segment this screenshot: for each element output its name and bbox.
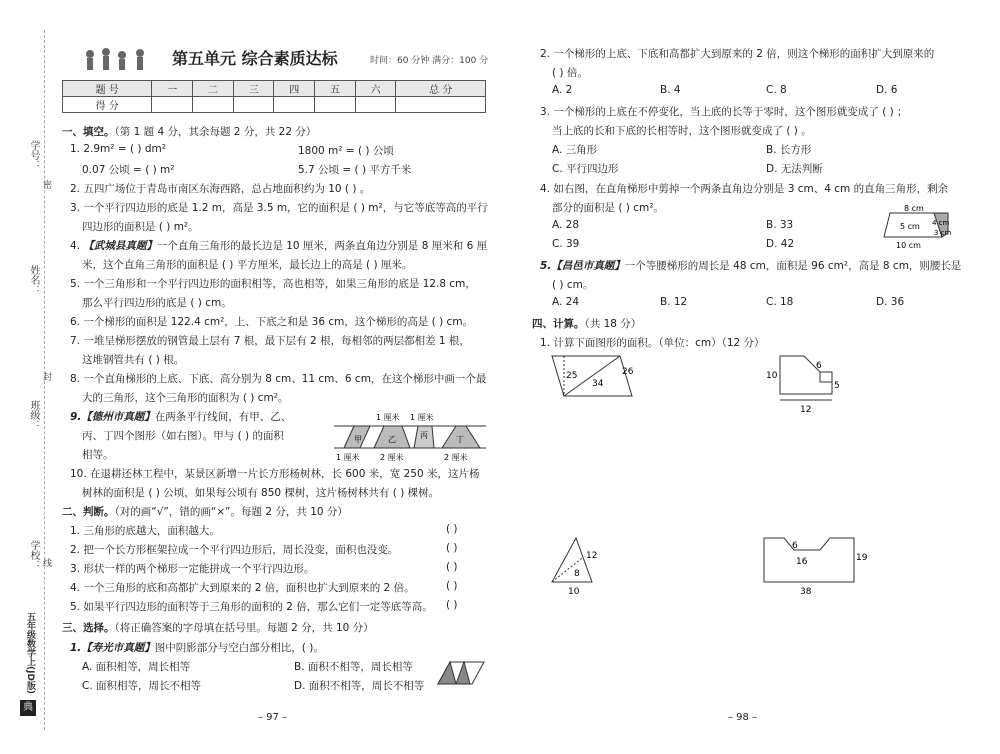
score-cell: 题 号	[63, 81, 152, 97]
option[interactable]: D. 6	[876, 84, 898, 96]
exam-meta: 时间：60 分钟 满分：100 分	[370, 56, 489, 66]
option[interactable]: A. 28	[552, 219, 580, 231]
option[interactable]: A. 三角形	[552, 144, 598, 156]
figB-c: 5	[834, 381, 840, 391]
answer-blank[interactable]: ( )	[446, 599, 458, 611]
option[interactable]: C. 18	[766, 296, 794, 308]
fig9-yi: 乙	[388, 435, 396, 444]
school-label: 学校：	[28, 540, 39, 570]
q4-tag: 【武城县真题】	[83, 240, 157, 252]
q9a	[70, 409, 291, 424]
q1b: 1800 m² = ( ) 公顷	[298, 145, 394, 157]
section-title: 三、选择。	[62, 622, 115, 634]
fig9-ding: 丁	[456, 435, 464, 444]
q9-tag: 9.【德州市真题】	[70, 411, 155, 423]
q6: 6. 一个梯形的面积是 122.4 cm²，上、下底之和是 36 cm，这个梯形的高是 ( ) cm。	[70, 316, 474, 328]
choice-q5-tag: 5.【昌邑市真题】	[540, 260, 625, 272]
fig9-b2: 2 厘米	[380, 453, 404, 462]
q4-text: 一个直角三角形的最长边是 10 厘米，两条直角边分别是 8 厘米和 6 厘	[156, 240, 488, 252]
seal-feng: 封	[41, 372, 51, 381]
choice-q5b: ( ) cm。	[552, 279, 594, 291]
score-input[interactable]	[233, 97, 274, 113]
option[interactable]: B. 面积不相等，周长相等	[294, 661, 413, 673]
rectangle-cutout-figure	[760, 534, 870, 598]
score-input[interactable]	[274, 97, 315, 113]
option[interactable]: B. 4	[660, 84, 681, 96]
figD-b: 16	[796, 557, 808, 567]
section-note: （对的画“√”，错的画“×”。每题 2 分，共 10 分）	[114, 506, 348, 518]
composite-shape-figure	[760, 352, 860, 416]
fig9-top1: 1 厘米	[376, 413, 400, 422]
q9b: 丙、丁四个图形（如右图）。甲与 ( ) 的面积	[82, 430, 284, 442]
q4a: 4. 【武城县真题】一个直角三角形的最长边是 10 厘米，两条直角边分别是 8 厘米和 6 厘	[70, 240, 488, 252]
choice-q4b: 部分的面积是 ( ) cm²。	[552, 202, 664, 214]
class-label: 班级：	[28, 400, 39, 430]
section-3-heading	[62, 620, 374, 635]
choice-q4a: 4. 如右图，在直角梯形中剪掉一个两条直角边分别是 3 cm、4 cm 的直角三角形，剩余	[540, 183, 949, 195]
fig4-bottom: 10 cm	[896, 241, 921, 250]
judge-item: 2. 把一个长方形框架拉成一个平行四边形后，周长没变，面积也没变。	[70, 544, 399, 556]
choice-q1	[70, 640, 324, 655]
seal-xian: 线	[41, 558, 51, 567]
shaded-parallelogram-figure	[434, 660, 486, 686]
answer-blank[interactable]: ( )	[446, 523, 458, 535]
calc-q1: 1. 计算下面图形的面积。（单位：cm）（12 分）	[540, 337, 765, 349]
section-note: （将正确答案的字母填在括号里。每题 2 分，共 10 分）	[114, 622, 374, 634]
score-input[interactable]	[152, 97, 193, 113]
figB-d: 12	[800, 405, 812, 415]
option[interactable]: C. 8	[766, 84, 787, 96]
judge-item: 4. 一个三角形的底和高都扩大到原来的 2 倍，面积也扩大到原来的 2 倍。	[70, 582, 415, 594]
fig9-jia: 甲	[354, 435, 362, 444]
page-number-left: – 97 –	[258, 712, 288, 723]
figB-b: 10	[766, 371, 778, 381]
score-input[interactable]	[193, 97, 234, 113]
section-note: （第 1 题 4 分，其余每题 2 分，共 22 分）	[114, 126, 317, 138]
fig4-r1: 4 cm	[932, 219, 950, 227]
trapezoid-cut-figure	[880, 203, 960, 251]
page-title: 第五单元 综合素质达标	[172, 49, 338, 68]
q1c: 0.07 公顷 = ( ) m²	[82, 164, 175, 176]
q3b: 四边形的面积是 ( ) m²。	[82, 221, 199, 233]
q8b: 大的三角形，这个三角形的面积为 ( ) cm²。	[82, 392, 289, 404]
judge-item: 5. 如果平行四边形的面积等于三角形的面积的 2 倍，那么它们一定等底等高。	[70, 601, 433, 613]
score-cell: 六	[355, 81, 396, 97]
choice-q2b: ( ) 倍。	[552, 67, 588, 79]
q8a: 8. 一个直角梯形的上底、下底、高分别为 8 cm、11 cm、6 cm，在这个梯形中画一个最	[70, 373, 487, 385]
section-title: 一、填空。	[62, 126, 115, 138]
score-table	[62, 80, 486, 113]
fig9-b1: 1 厘米	[336, 453, 360, 462]
score-input[interactable]	[355, 97, 396, 113]
choice-q3a: 3. 一个梯形的上底在不停变化，当上底的长等于零时，这个图形就变成了 ( ) ；	[540, 106, 908, 118]
q5a: 5. 一个三角形和一个平行四边形的面积相等，高也相等，如果三角形的底是 12.8 cm，	[70, 278, 476, 290]
page-number-right: – 98 –	[728, 712, 758, 723]
choice-q1-text: 图中阴影部分与空白部分相比，( )。	[154, 642, 324, 654]
figC-c: 10	[568, 587, 580, 597]
option[interactable]: D. 无法判断	[766, 163, 823, 175]
option[interactable]: A. 面积相等，周长相等	[82, 661, 191, 673]
section-2-heading	[62, 504, 348, 519]
option[interactable]: D. 面积不相等，周长不相等	[294, 680, 425, 692]
q5b: 那么平行四边形的底是 ( ) cm。	[82, 297, 232, 309]
option[interactable]: B. 12	[660, 296, 688, 308]
score-input[interactable]	[315, 97, 356, 113]
fig9-top2: 1 厘米	[410, 413, 434, 422]
option[interactable]: A. 2	[552, 84, 573, 96]
choice-q1-tag: 1.【寿光市真题】	[70, 642, 155, 654]
choice-q5a	[540, 258, 961, 273]
answer-blank[interactable]: ( )	[446, 542, 458, 554]
judge-item: 1. 三角形的底越大，面积越大。	[70, 525, 220, 537]
option[interactable]: C. 面积相等，周长不相等	[82, 680, 202, 692]
seal-mi: 密	[41, 180, 51, 189]
q7b: 这堆钢管共有 ( ) 根。	[82, 354, 185, 366]
q7a: 7. 一堆呈梯形摆放的钢管最上层有 7 根，最下层有 2 根，每相邻的两层都相差 1 根，	[70, 335, 470, 347]
section-title: 四、计算。	[532, 318, 585, 330]
kids-illustration	[82, 46, 152, 80]
score-cell: 二	[193, 81, 234, 97]
figB-a: 6	[816, 361, 822, 371]
option[interactable]: C. 39	[552, 238, 580, 250]
choice-q5-text: 一个等腰梯形的周长是 48 cm，面积是 96 cm²，高是 8 cm，则腰长是	[624, 260, 962, 272]
score-cell: 五	[315, 81, 356, 97]
judge-item: 3. 形状一样的两个梯形一定能拼成一个平行四边形。	[70, 563, 315, 575]
brand-logo: 典	[20, 700, 36, 716]
q1a: 1. 2.9m² = ( ) dm²	[70, 143, 166, 155]
option[interactable]: D. 42	[766, 238, 795, 250]
triangle-figure	[548, 534, 618, 598]
choice-q3b: 当上底的长和下底的长相等时，这个图形就变成了 ( ) 。	[552, 125, 812, 137]
q10a: 10. 在退耕还林工程中，某景区新增一片长方形杨树林，长 600 米，宽 250 米，这片杨	[70, 468, 480, 480]
q2: 2. 五四广场位于青岛市南区东海西路，总占地面积约为 10 ( ) 。	[70, 183, 371, 195]
section-4-heading	[532, 316, 641, 331]
answer-blank[interactable]: ( )	[446, 580, 458, 592]
score-cell: 三	[233, 81, 274, 97]
fig9-bing: 丙	[420, 431, 428, 440]
student-id-label: 学号：	[28, 140, 39, 170]
figD-a: 6	[792, 541, 798, 551]
figD-c: 19	[856, 553, 868, 563]
figA-h: 25	[566, 371, 578, 381]
score-cell: 一	[152, 81, 193, 97]
parallel-shapes-figure	[330, 408, 490, 464]
q9-text: 在两条平行线间，有甲、乙、	[154, 411, 292, 423]
option[interactable]: A. 24	[552, 296, 580, 308]
answer-blank[interactable]: ( )	[446, 561, 458, 573]
fig4-r2: 3 cm	[934, 229, 952, 237]
figD-d: 38	[800, 587, 812, 597]
q1d: 5.7 公顷 = ( ) 平方千米	[298, 164, 412, 176]
score-cell: 总 分	[396, 81, 486, 97]
choice-q2a: 2. 一个梯形的上底、下底和高都扩大到原来的 2 倍，则这个梯形的面积扩大到原来的	[540, 48, 935, 60]
option[interactable]: B. 长方形	[766, 144, 812, 156]
fig4-top: 8 cm	[904, 204, 924, 213]
q9c: 相等。	[82, 449, 114, 461]
binding-margin	[0, 0, 58, 754]
section-title: 二、判断。	[62, 506, 115, 518]
score-input[interactable]	[396, 97, 486, 113]
figC-a: 12	[586, 551, 598, 561]
figA-r: 26	[622, 367, 634, 377]
fig9-b3: 2 厘米	[444, 453, 468, 462]
parallelogram-figure	[548, 352, 638, 402]
q4b: 米，这个直角三角形的面积是 ( ) 平方厘米，最长边上的高是 ( ) 厘米。	[82, 259, 413, 271]
figC-b: 8	[574, 569, 580, 579]
score-cell: 四	[274, 81, 315, 97]
option[interactable]: B. 33	[766, 219, 794, 231]
option[interactable]: C. 平行四边形	[552, 163, 619, 175]
figA-s: 34	[592, 379, 604, 389]
q3a: 3. 一个平行四边形的底是 1.2 m，高是 3.5 m，它的面积是 ( ) m²，与它等底等高的平行	[70, 202, 488, 214]
book-title: 五年级数学上(JD版)	[25, 612, 35, 695]
q10b: 树林的面积是 ( ) 公顷，如果每公顷有 850 棵树，这片杨树林共有 ( ) 棵树。	[82, 487, 440, 499]
section-note: （共 18 分）	[584, 318, 642, 330]
score-cell: 得 分	[63, 97, 152, 113]
fig4-slant: 5 cm	[900, 222, 920, 231]
name-label: 姓名：	[28, 265, 39, 295]
section-1-heading	[62, 124, 316, 139]
option[interactable]: D. 36	[876, 296, 905, 308]
